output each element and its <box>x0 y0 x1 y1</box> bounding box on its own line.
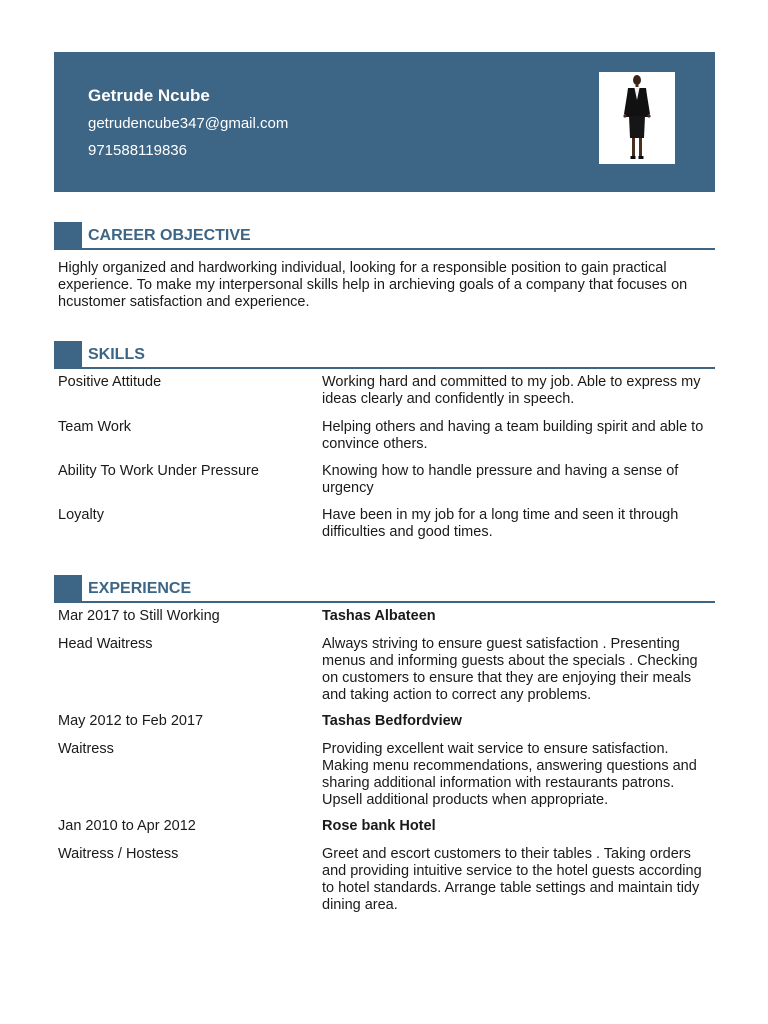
skill-description: Working hard and committed to my job. Able to express my ideas clearly and confidently in speech. <box>322 374 701 407</box>
section-divider <box>54 248 715 250</box>
experience-description: Always striving to ensure guest satisfaction . Presenting menus and informing guests about the specials . Checking on customers to ensure that they are enjoying their meals and taking action to correct any problems. <box>322 636 698 703</box>
experience-description: Greet and escort customers to their tables . Taking orders and providing intuitive service to the hotel guests according to hotel standards. Arrange table settings and maintain tidy dining area. <box>322 846 702 913</box>
section-title: SKILLS <box>88 346 145 363</box>
career-objective-heading <box>54 222 715 250</box>
section-title: EXPERIENCE <box>88 580 192 597</box>
section-marker <box>54 575 82 603</box>
phone-number: 971588119836 <box>88 142 187 159</box>
section-title: CAREER OBJECTIVE <box>88 227 251 244</box>
skill-name: Ability To Work Under Pressure <box>58 463 259 479</box>
section-marker <box>54 341 82 369</box>
experience-company: Tashas Albateen <box>322 608 436 624</box>
experience-role: Waitress <box>58 741 114 757</box>
section-marker <box>54 222 82 250</box>
skill-description: Helping others and having a team building spirit and able to convince others. <box>322 419 704 452</box>
section-divider <box>54 367 715 369</box>
experience-description: Providing excellent wait service to ensure satisfaction. Making menu recommendations, answering questions and sharing additional information with restaurants patrons. Upsell additional products when appropriate. <box>322 741 697 808</box>
email-address[interactable]: getrudencube347@gmail.com <box>88 115 289 132</box>
experience-role: Waitress / Hostess <box>58 846 179 862</box>
section-divider <box>54 601 715 603</box>
skill-name: Team Work <box>58 419 132 435</box>
experience-dates: Jan 2010 to Apr 2012 <box>58 818 196 834</box>
experience-heading <box>54 575 715 603</box>
skill-name: Positive Attitude <box>58 374 162 390</box>
skill-description: Have been in my job for a long time and seen it through difficulties and good times. <box>322 507 679 540</box>
person-figure-icon <box>599 72 675 164</box>
resume-header <box>54 52 715 192</box>
experience-role: Head Waitress <box>58 636 153 652</box>
skills-heading <box>54 341 715 369</box>
experience-company: Rose bank Hotel <box>322 818 436 834</box>
experience-dates: Mar 2017 to Still Working <box>58 608 220 624</box>
skill-name: Loyalty <box>58 507 104 523</box>
skill-description: Knowing how to handle pressure and having a sense of urgency <box>322 463 679 496</box>
career-objective-text: Highly organized and hardworking individual, looking for a responsible position to gain practical experience. To make my interpersonal skills help in archieving goals of a company that focuses on hcustomer satisfaction and experience. <box>58 260 688 310</box>
profile-photo <box>599 72 675 164</box>
experience-company: Tashas Bedfordview <box>322 713 462 729</box>
experience-dates: May 2012 to Feb 2017 <box>58 713 204 729</box>
candidate-name: Getrude Ncube <box>88 86 210 105</box>
